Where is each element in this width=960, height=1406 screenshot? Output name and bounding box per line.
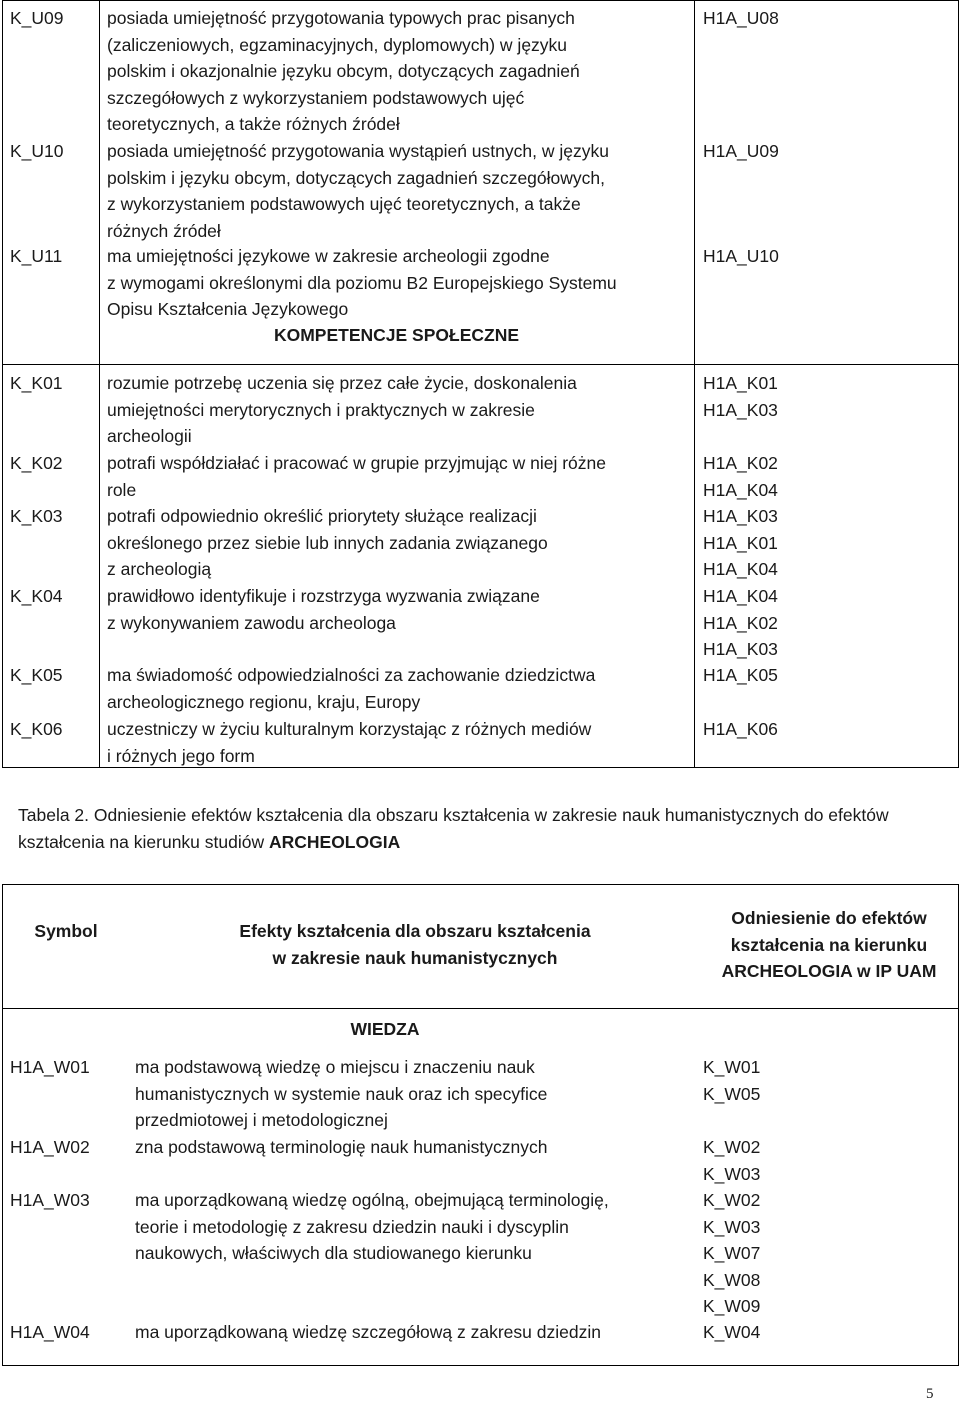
symbol-cell: K_K06: [10, 719, 63, 739]
description-cell: zna podstawową terminologię nauk humanistycznych: [135, 1137, 548, 1157]
description-cell: posiada umiejętność przygotowania wystąpień ustnych, w języku polskim i języku obcym, dotyczących zagadnień szczegółowych, z wykorzystaniem podstawowych ujęć teoretycznych, a także różnych źródeł: [107, 141, 609, 241]
symbol-cell: K_U09: [10, 8, 64, 28]
reference-cell: K_W01 K_W05: [703, 1057, 761, 1104]
reference-cell: H1A_K04 H1A_K02 H1A_K03: [703, 586, 778, 659]
symbol-cell: K_K03: [10, 506, 63, 526]
symbol-cell: K_U10: [10, 141, 64, 161]
column-header-effects: Efekty kształcenia dla obszaru kształcenia w zakresie nauk humanistycznych: [239, 921, 591, 968]
description-cell: ma uporządkowaną wiedzę szczegółową z zakresu dziedzin: [135, 1322, 601, 1342]
reference-cell: H1A_K01 H1A_K03: [703, 373, 778, 420]
symbol-cell: H1A_W01: [10, 1057, 90, 1077]
reference-cell: H1A_K02 H1A_K04: [703, 453, 778, 500]
table-caption: [18, 802, 938, 855]
description-cell: prawidłowo identyfikuje i rozstrzyga wyzwania związane z wykonywaniem zawodu archeologa: [107, 586, 540, 633]
reference-cell: K_W04: [703, 1322, 761, 1342]
reference-cell: H1A_K06: [703, 719, 778, 739]
description-cell: potrafi współdziałać i pracować w grupie przyjmując w niej różne role: [107, 453, 606, 500]
column-header-symbol: Symbol: [34, 921, 98, 941]
column-header-references: Odniesienie do efektów kształcenia na kierunku ARCHEOLOGIA w IP UAM: [721, 908, 937, 981]
symbol-cell: K_K05: [10, 665, 63, 685]
page-number: 5: [926, 1386, 934, 1402]
symbol-cell: H1A_W03: [10, 1190, 90, 1210]
symbol-cell: H1A_W02: [10, 1137, 90, 1157]
section-heading: WIEDZA: [350, 1019, 420, 1039]
symbol-cell: K_K04: [10, 586, 63, 606]
description-cell: ma świadomość odpowiedzialności za zachowanie dziedzictwa archeologicznego regionu, kraju, Europy: [107, 665, 596, 712]
description-cell: uczestniczy w życiu kulturalnym korzystając z różnych mediów i różnych jego form: [107, 719, 592, 766]
table-1-divider: [2, 364, 958, 365]
caption-text: Tabela 2. Odniesienie efektów kształcenia dla obszaru kształcenia w zakresie nauk humanistycznych do efektów kształcenia na kierunku studiów: [18, 805, 889, 852]
symbol-cell: H1A_W04: [10, 1322, 90, 1342]
description-cell: posiada umiejętność przygotowania typowych prac pisanych (zaliczeniowych, egzaminacyjnych, dyplomowych) w języku polskim i okazjonalnie języku obcym, dotyczących zagadnień szczegółowych z wykorzystaniem podstawowych ujęć teoretycznych, a także różnych źródeł: [107, 8, 580, 134]
section-heading: KOMPETENCJE SPOŁECZNE: [273, 325, 520, 345]
symbol-cell: K_K02: [10, 453, 63, 473]
reference-cell: K_W02 K_W03 K_W07 K_W08 K_W09: [703, 1190, 761, 1316]
description-cell: ma podstawową wiedzę o miejscu i znaczeniu nauk humanistycznych w systemie nauk oraz ich specyfice przedmiotowej i metodologicznej: [135, 1057, 548, 1130]
reference-cell: H1A_U09: [703, 141, 779, 161]
table-2-header-divider: [2, 1008, 958, 1009]
symbol-cell: K_U11: [10, 246, 63, 266]
description-cell: rozumie potrzebę uczenia się przez całe życie, doskonalenia umiejętności merytorycznych i praktycznych w zakresie archeologii: [107, 373, 577, 446]
reference-cell: H1A_K03 H1A_K01 H1A_K04: [703, 506, 778, 579]
description-cell: ma uporządkowaną wiedzę ogólną, obejmującą terminologię, teorie i metodologię z zakresu dziedzin nauki i dyscyplin naukowych, właściwych dla studiowanego kierunku: [135, 1190, 609, 1263]
description-cell: potrafi odpowiednio określić priorytety służące realizacji określonego przez siebie lub innych zadania związanego z archeologią: [107, 506, 548, 579]
reference-cell: H1A_U08: [703, 8, 779, 28]
reference-cell: H1A_U10: [703, 246, 779, 266]
reference-cell: H1A_K05: [703, 665, 778, 685]
caption-program-name: ARCHEOLOGIA: [268, 831, 401, 852]
reference-cell: K_W02 K_W03: [703, 1137, 761, 1184]
table-1-divider: [694, 0, 695, 767]
description-cell: ma umiejętności językowe w zakresie archeologii zgodne z wymogami określonymi dla poziomu B2 Europejskiego Systemu Opisu Kształcenia Językowego: [107, 246, 617, 319]
table-1-divider: [99, 0, 100, 767]
symbol-cell: K_K01: [10, 373, 63, 393]
